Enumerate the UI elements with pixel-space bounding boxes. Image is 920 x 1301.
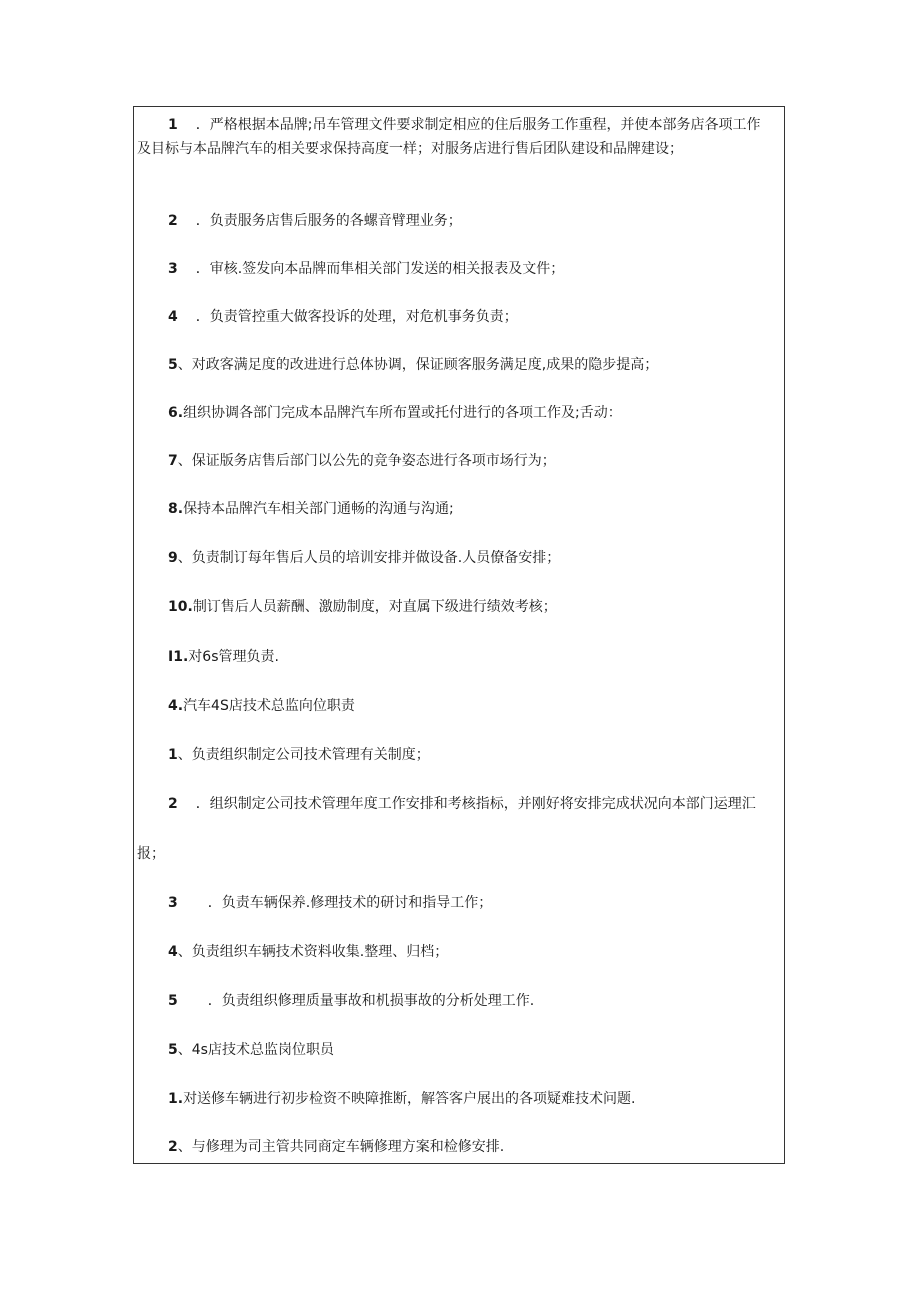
item-number: 2: [168, 213, 178, 229]
item-number: I1.: [168, 649, 189, 665]
item-text: 、对政客满足度的改进进行总体协调，保证顾客服务满足度,成果的隐步提高；: [177, 357, 659, 373]
item-text: ．组织制定公司技术管理年度工作安排和考核指标，并刚好将安排完成状况向本部门运理汇: [195, 796, 756, 812]
item-text: 制订售后人员薪酬、激励制度，对直属下级进行绩效考核；: [192, 599, 557, 615]
item-text: 组织协调各部门完成本品牌汽车所布置或托付进行的各项工作及;舌动：: [183, 405, 622, 421]
item-text: 、4s店技术总监岗位职员: [177, 1042, 334, 1058]
list-item: [168, 991, 784, 1011]
list-item: [137, 139, 784, 159]
item-number: 3: [168, 895, 178, 911]
list-item: [168, 451, 784, 471]
list-item: [168, 1137, 784, 1157]
list-item: [168, 893, 784, 913]
item-number: 7: [168, 453, 178, 469]
item-text: 保持本品牌汽车相关部门通畅的沟通与沟通;: [183, 501, 454, 517]
item-number: 8.: [168, 501, 184, 517]
document-frame: [133, 106, 785, 1164]
list-item: [168, 745, 784, 765]
item-text: 、保证版务店售后部门以公先的竞争姿态进行各项市场行为；: [177, 453, 556, 469]
item-number: 5: [168, 1042, 178, 1058]
item-text: 、负责组织制定公司技术管理有关制度；: [177, 747, 430, 763]
list-item: [168, 115, 784, 135]
item-text: 、与修理为司主管共同商定车辆修理方案和检修安排.: [177, 1139, 505, 1155]
section-heading: [168, 696, 784, 716]
list-item: [168, 355, 784, 375]
item-number: 4.: [168, 698, 184, 714]
item-number: 3: [168, 261, 178, 277]
item-number: 4: [168, 309, 178, 325]
section-heading: [168, 1040, 784, 1060]
item-text: ．审核.签发向本品牌而隼相关部门发送的相关报表及文件；: [195, 261, 565, 277]
item-text: 、负责制订每年售后人员的培训安排并做设备.人员僚备安排；: [177, 550, 561, 566]
item-number: 9: [168, 550, 178, 566]
item-text: ．负责管控重大做客投诉的处理，对危机事务负责；: [195, 309, 518, 325]
item-text: 及目标与本品牌汽车的相关要求保持高度一样；对服务店进行售后团队建设和品牌建设；: [137, 141, 683, 157]
item-text: ．负责车辆保养.修理技术的研讨和指导工作；: [207, 895, 493, 911]
list-item: [168, 307, 784, 327]
list-item: [168, 647, 784, 667]
item-text: 对送修车辆进行初步检资不映障推断，解答客户展出的各项疑难技术问题.: [183, 1091, 636, 1107]
item-text: ．负责组织修理质量事故和机损事故的分析处理工作.: [207, 993, 535, 1009]
item-number: 2: [168, 1139, 178, 1155]
list-item: [137, 844, 784, 864]
item-number: 5: [168, 993, 178, 1009]
list-item: [168, 942, 784, 962]
item-text: 、负责组织车辆技术资料收集.整理、归档；: [177, 944, 449, 960]
list-item: [168, 499, 784, 519]
list-item: [168, 1089, 784, 1109]
item-text: ．严格根据本品牌;吊车管理文件要求制定相应的住后服务工作重程，并使本部务店各项工作: [195, 117, 761, 133]
item-number: 5: [168, 357, 178, 373]
item-number: 10.: [168, 599, 193, 615]
item-text: ．负责服务店售后服务的各螺音臂理业务；: [195, 213, 462, 229]
item-number: 2: [168, 796, 178, 812]
item-text: 报；: [137, 846, 165, 862]
list-item: [168, 597, 784, 617]
item-number: 1: [168, 747, 178, 763]
item-number: 4: [168, 944, 178, 960]
item-number: 1.: [168, 1091, 184, 1107]
item-number: 1: [168, 117, 178, 133]
list-item: [168, 211, 784, 231]
list-item: [168, 548, 784, 568]
list-item: [168, 259, 784, 279]
item-text: 对6s管理负责.: [188, 649, 279, 665]
list-item: [168, 794, 784, 814]
item-text: 汽车4S店技术总监向位职责: [183, 698, 355, 714]
item-number: 6.: [168, 405, 184, 421]
list-item: [168, 403, 784, 423]
